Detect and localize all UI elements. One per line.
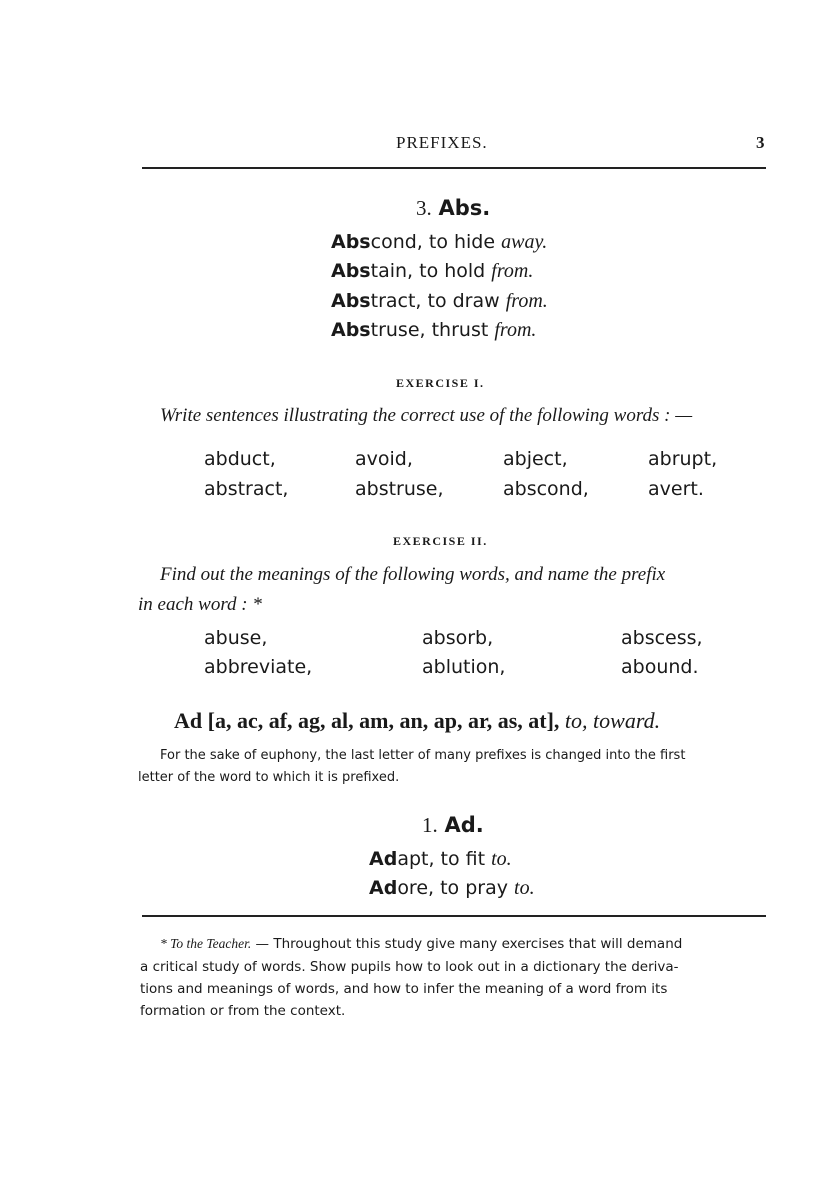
footnote-line2: a critical study of words. Show pupils how to look out in a dictionary the deriva- xyxy=(140,959,679,975)
euphony-note-line2: letter of the word to which it is prefixed. xyxy=(138,770,400,785)
entry-text: cond, to hide xyxy=(370,231,496,253)
entry-meaning: to. xyxy=(514,877,535,899)
entry-abstract xyxy=(331,290,548,313)
section-heading-abs xyxy=(416,196,490,221)
section-heading-ad xyxy=(422,813,484,838)
word-cell: abscond, xyxy=(503,478,589,500)
word-cell: abduct, xyxy=(204,448,276,470)
section-number: 1. xyxy=(422,813,438,837)
section-prefix: Ad. xyxy=(444,813,484,837)
entry-adapt xyxy=(369,848,512,871)
word-cell: avoid, xyxy=(355,448,413,470)
word-cell: abbreviate, xyxy=(204,656,313,678)
entry-prefix: Abs xyxy=(331,231,371,253)
entry-meaning: to. xyxy=(491,848,512,870)
footnote-line3: tions and meanings of words, and how to infer the meaning of a word from its xyxy=(140,981,668,997)
entry-meaning: away. xyxy=(501,231,548,253)
footnote-lead: * To the Teacher. xyxy=(160,936,252,951)
page-number: 3 xyxy=(756,133,765,152)
word-cell: abstruse, xyxy=(355,478,444,500)
entry-abstruse xyxy=(331,319,536,342)
entry-prefix: Abs xyxy=(331,260,371,282)
entry-meaning: from. xyxy=(494,319,537,341)
euphony-note-line1: For the sake of euphony, the last letter of many prefixes is changed into the first xyxy=(160,748,686,763)
word-cell: abstract, xyxy=(204,478,289,500)
entry-text: tain, to hold xyxy=(370,260,486,282)
word-cell: abscess, xyxy=(621,627,703,649)
entry-meaning: from. xyxy=(491,260,534,282)
exercise-1-title: EXERCISE I. xyxy=(396,376,485,390)
entry-text: tract, to draw xyxy=(370,290,500,312)
entry-text: truse, thrust xyxy=(370,319,489,341)
entry-abstain xyxy=(331,260,533,283)
word-cell: ablution, xyxy=(422,656,506,678)
word-cell: abuse, xyxy=(204,627,268,649)
entry-text: apt, to fit xyxy=(397,848,486,870)
section-prefix: Abs. xyxy=(438,196,491,220)
entry-prefix: Abs xyxy=(331,290,371,312)
footnote-rule xyxy=(142,915,766,917)
entry-text: ore, to pray xyxy=(397,877,508,899)
word-cell: abject, xyxy=(503,448,568,470)
word-cell: abound. xyxy=(621,656,699,678)
exercise-2-instruction-line2: in each word : * xyxy=(138,594,262,615)
entry-meaning: from. xyxy=(505,290,548,312)
exercise-1-instruction: Write sentences illustrating the correct use of the following words : — xyxy=(160,405,693,426)
exercise-2-title: EXERCISE II. xyxy=(393,534,488,548)
entry-prefix: Ad xyxy=(369,848,398,870)
word-cell: absorb, xyxy=(422,627,494,649)
exercise-2-instruction-line1: Find out the meanings of the following words, and name the prefix xyxy=(160,564,666,585)
header-rule xyxy=(142,167,766,169)
section-number: 3. xyxy=(416,196,432,220)
word-cell: avert. xyxy=(648,478,704,500)
footnote-line4: formation or from the context. xyxy=(140,1003,346,1019)
ad-forms: Ad [a, ac, af, ag, al, am, an, ap, ar, as, at], xyxy=(174,708,560,733)
entry-prefix: Abs xyxy=(331,319,371,341)
entry-adore xyxy=(369,877,535,900)
running-head: PREFIXES. xyxy=(396,133,488,152)
footnote-line1 xyxy=(160,936,682,952)
ad-prefix-heading xyxy=(174,708,660,734)
word-cell: abrupt, xyxy=(648,448,718,470)
entry-prefix: Ad xyxy=(369,877,398,899)
entry-abscond xyxy=(331,231,547,254)
footnote-text: — Throughout this study give many exercises that will demand xyxy=(251,936,683,952)
ad-gloss: to, toward. xyxy=(564,708,661,733)
